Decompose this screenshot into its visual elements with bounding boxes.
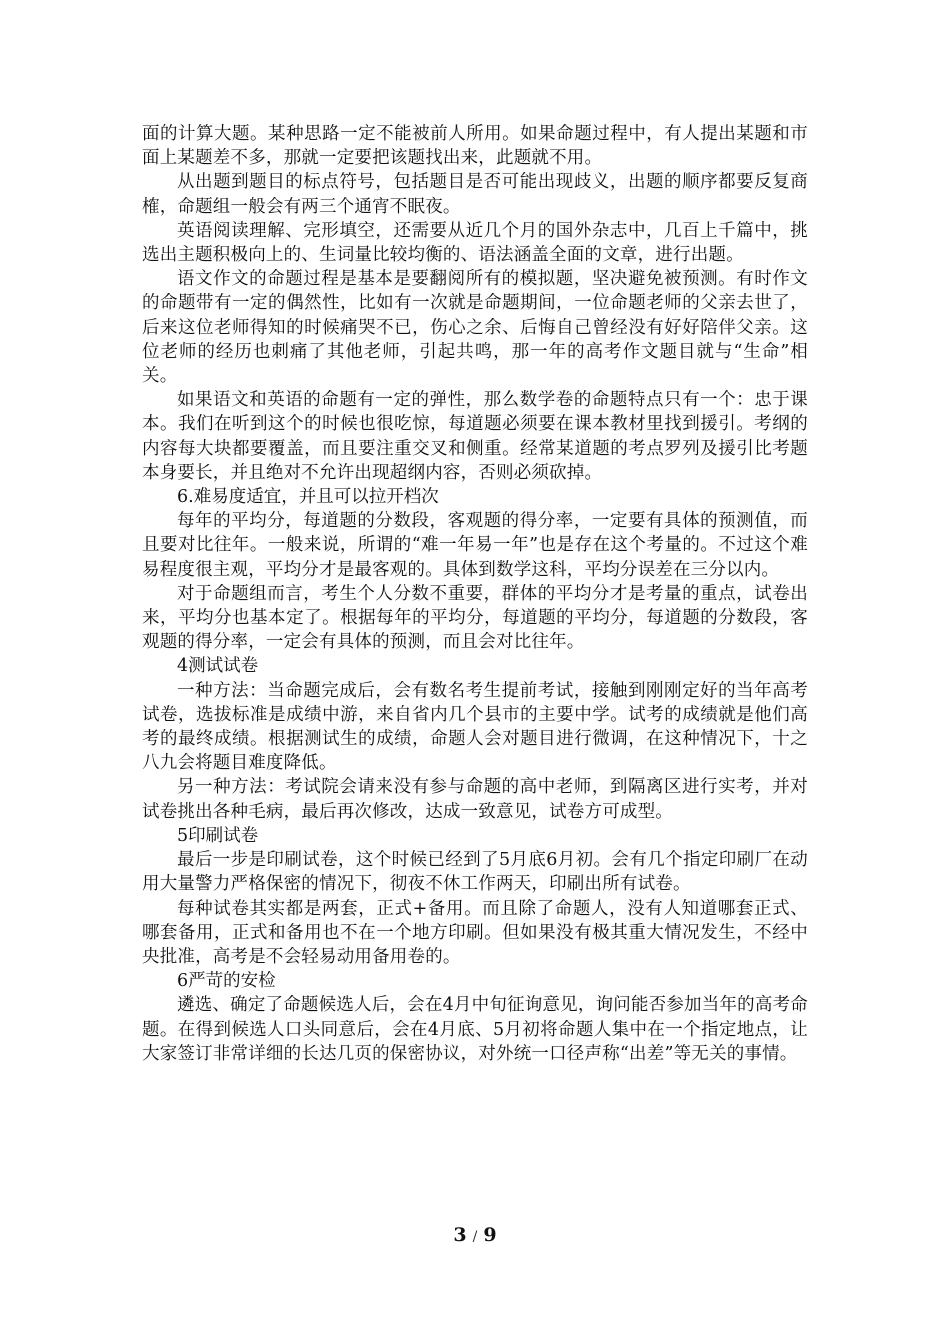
paragraph: 语文作文的命题过程是基本是要翻阅所有的模拟题，坚决避免被预测。有时作文的命题带有一定的偶然性，比如有一次就是命题期间，一位命题老师的父亲去世了，后来这位老师得知的时候痛哭不已，伤心之余、后悔自己曾经没有好好陪伴父亲。这位老师的经历也刺痛了其他老师，引起共鸣，那一年的高考作文题目就与“生命”相关。 — [142, 269, 808, 387]
paragraph: 每年的平均分，每道题的分数段，客观题的得分率，一定要有具体的预测值，而且要对比往年。一般来说，所谓的“难一年易一年”也是存在这个考量的。不过这个难易程度很主观，平均分才是最客观的。具体到数学这科，平均分误差在三分以内。 — [142, 511, 808, 580]
paragraph: 从出题到题目的标点符号，包括题目是否可能出现歧义，出题的顺序都要反复商榷，命题组一般会有两三个通宵不眠夜。 — [142, 172, 808, 217]
paragraph: 最后一步是印刷试卷，这个时候已经到了5月底6月初。会有几个指定印刷厂在动用大量警力严格保密的情况下，彻夜不休工作两天，印刷出所有试卷。 — [142, 850, 808, 895]
page-separator: / — [472, 1229, 478, 1245]
section-heading: 6严苛的安检 — [177, 971, 276, 992]
paragraph: 面的计算大题。某种思路一定不能被前人所用。如果命题过程中，有人提出某题和市面上某题差不多，那就一定要把该题找出来，此题就不用。 — [142, 124, 808, 169]
section-heading: 4测试试卷 — [177, 656, 259, 677]
total-pages: 9 — [483, 1224, 497, 1246]
paragraph: 对于命题组而言，考生个人分数不重要，群体的平均分才是考量的重点，试卷出来，平均分也基本定了。根据每年的平均分，每道题的平均分，每道题的分数段，客观题的得分率，一定会有具体的预测，而且会对比往年。 — [142, 583, 808, 653]
paragraph: 遴选、确定了命题候选人后，会在4月中旬征询意见，询问能否参加当年的高考命题。在得到候选人口头同意后，会在4月底、5月初将命题人集中在一个指定地点，让大家签订非常详细的长达几页的保密协议，对外统一口径声称“出差”等无关的事情。 — [142, 995, 808, 1064]
page-number — [0, 1224, 950, 1246]
section-heading: 5印刷试卷 — [177, 825, 259, 846]
paragraph: 一种方法：当命题完成后，会有数名考生提前考试，接触到刚刚定好的当年高考试卷，选拔标准是成绩中游，来自省内几个县市的主要中学。试考的成绩就是他们高考的最终成绩。根据测试生的成绩，命题人会对题目进行微调，在这种情况下，十之八九会将题目难度降低。 — [142, 680, 808, 774]
paragraph: 如果语文和英语的命题有一定的弹性，那么数学卷的命题特点只有一个：忠于课本。我们在听到这个的时候也很吃惊，每道题必须要在课本教材里找到援引。考纲的内容每大块都要覆盖，而且要注重交叉和侧重。经常某道题的考点罗列及援引比考题本身要长，并且绝对不允许出现超纲内容，否则必须砍掉。 — [142, 390, 808, 483]
current-page: 3 — [453, 1224, 467, 1246]
document-body — [142, 122, 808, 1066]
paragraph: 另一种方法：考试院会请来没有参与命题的高中老师，到隔离区进行实考，并对试卷挑出各种毛病，最后再次修改，达成一致意见，试卷方可成型。 — [142, 777, 808, 822]
section-heading: 6.难易度适宜，并且可以拉开档次 — [177, 487, 439, 508]
paragraph: 英语阅读理解、完形填空，还需要从近几个月的国外杂志中，几百上千篇中，挑选出主题积极向上的、生词量比较均衡的、语法涵盖全面的文章，进行出题。 — [142, 220, 808, 266]
paragraph: 每种试卷其实都是两套，正式+备用。而且除了命题人，没有人知道哪套正式、哪套备用，正式和备用也不在一个地方印刷。但如果没有极其重大情况发生，不经中央批准，高考是不会轻易动用备用卷的。 — [142, 898, 808, 967]
